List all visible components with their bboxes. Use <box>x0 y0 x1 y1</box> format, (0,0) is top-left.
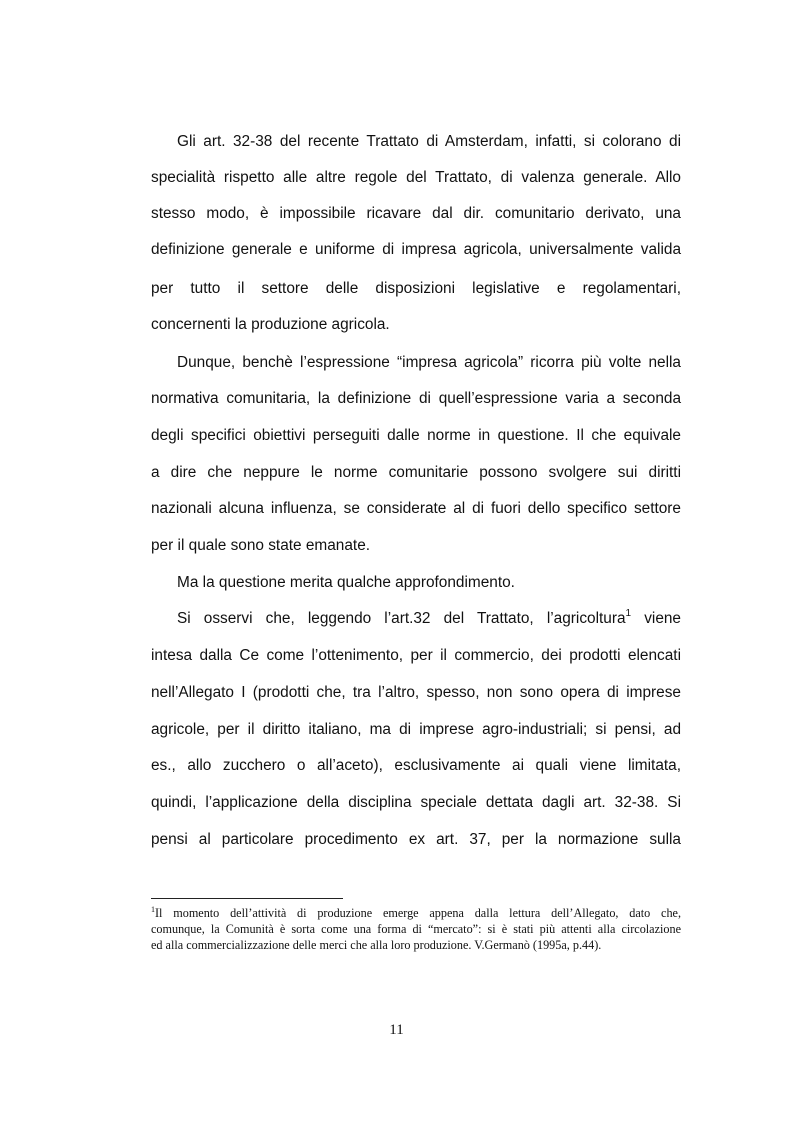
paragraph-2-line-6: per il quale sono state emanate. <box>151 537 371 554</box>
paragraph-2-line-5: nazionali alcuna influenza, se considerate al di fuori dello specifico settore <box>151 500 681 517</box>
paragraph-2-line-4: a dire che neppure le norme comunitarie possono svolgere sui diritti <box>151 464 681 481</box>
paragraph-1-line-2: specialità rispetto alle altre regole del Trattato, di valenza generale. Allo <box>151 169 681 186</box>
footnote-reference: 1 <box>625 608 632 619</box>
paragraph-4-line-7: pensi al particolare procedimento ex art. 37, per la normazione sulla <box>151 831 681 848</box>
paragraph-1-line-1: Gli art. 32-38 del recente Trattato di Amsterdam, infatti, si colorano di <box>177 133 681 150</box>
footnote-line-1-text: Il momento dell’attività di produzione emerge appena dalla lettura dell’Allegato, dato che, <box>155 906 681 920</box>
footnote-line-1 <box>151 906 681 922</box>
paragraph-1-line-5: per tutto il settore delle disposizioni legislative e regolamentari, <box>151 280 681 297</box>
paragraph-4-first-line-text: Si osservi che, leggendo l’art.32 del Trattato, l’agricoltura <box>177 610 626 627</box>
paragraph-2-line-1: Dunque, benchè l’espressione “impresa agricola” ricorra più volte nella <box>177 354 681 371</box>
paragraph-4-line-3: nell’Allegato I (prodotti che, tra l’altro, spesso, non sono opera di imprese <box>151 684 681 701</box>
paragraph-2-line-3: degli specifici obiettivi perseguiti dalle norme in questione. Il che equivale <box>151 427 681 444</box>
paragraph-4-line-4: agricole, per il diritto italiano, ma di imprese agro-industriali; si pensi, ad <box>151 721 681 738</box>
paragraph-1-line-4: definizione generale e uniforme di impresa agricola, universalmente valida <box>151 241 681 258</box>
paragraph-1-line-3: stesso modo, è impossibile ricavare dal dir. comunitario derivato, una <box>151 205 681 222</box>
paragraph-3-line-1: Ma la questione merita qualche approfondimento. <box>177 574 515 591</box>
footnote-line-3: ed alla commercializzazione delle merci che alla loro produzione. V.Germanò (1995a, p.44). <box>151 938 602 952</box>
footnote-line-2: comunque, la Comunità è sorta come una forma di “mercato”: si è stati più attenti alla circolazione <box>151 922 681 936</box>
paragraph-4-line-1 <box>177 610 681 630</box>
paragraph-2-line-2: normativa comunitaria, la definizione di quell’espressione varia a seconda <box>151 390 681 407</box>
footnote-separator <box>151 898 343 899</box>
footnote-mark: 1 <box>151 905 155 914</box>
paragraph-4-line-6: quindi, l’applicazione della disciplina speciale dettata dagli art. 32-38. Si <box>151 794 681 811</box>
paragraph-4-first-line-end: viene <box>631 610 681 627</box>
paragraph-4-line-2: intesa dalla Ce come l’ottenimento, per il commercio, dei prodotti elencati <box>151 647 681 664</box>
paragraph-1-line-6: concernenti la produzione agricola. <box>151 316 390 333</box>
page-number: 11 <box>389 1022 404 1038</box>
paragraph-4-line-5: es., allo zucchero o all’aceto), esclusivamente ai quali viene limitata, <box>151 757 681 774</box>
